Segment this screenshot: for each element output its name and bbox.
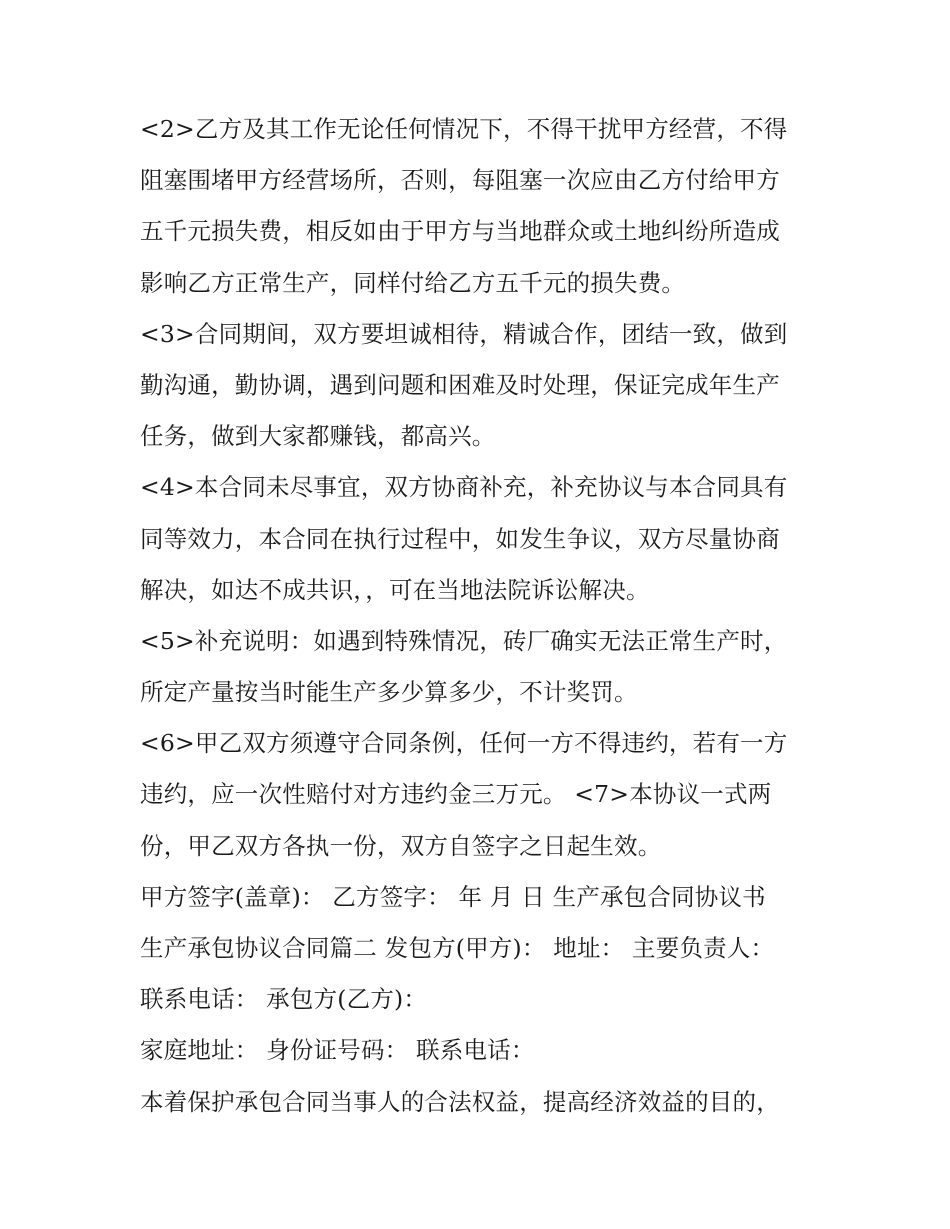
text-line: 所定产量按当时能生产多少算多少，不计奖罚。 bbox=[140, 678, 638, 707]
text-line: <6>甲乙双方须遵守合同条例，任何一方不得违约，若有一方 bbox=[140, 729, 788, 758]
text-line: 本着保护承包合同当事人的合法权益，提高经济效益的目的， bbox=[140, 1087, 780, 1116]
text-line: 同等效力，本合同在执行过程中，如发生争议，双方尽量协商 bbox=[140, 524, 780, 553]
text-line: 阻塞围堵甲方经营场所，否则，每阻塞一次应由乙方付给甲方 bbox=[140, 166, 780, 195]
text-line: 影响乙方正常生产，同样付给乙方五千元的损失费。 bbox=[140, 268, 686, 297]
text-line: 联系电话： 承包方(乙方)： bbox=[140, 985, 428, 1014]
text-line: 生产承包协议合同篇二 发包方(甲方)： 地址： 主要负责人： bbox=[140, 934, 775, 962]
text-line: 违约，应一次性赔付对方违约金三万元。 <7>本协议一式两 bbox=[140, 780, 772, 809]
text-line: 家庭地址： 身份证号码： 联系电话： bbox=[140, 1036, 535, 1065]
text-line: <3>合同期间，双方要坦诚相待，精诚合作，团结一致，做到 bbox=[140, 319, 788, 348]
text-line: 任务，做到大家都赚钱，都高兴。 bbox=[140, 422, 496, 451]
text-line: 勤沟通，勤协调，遇到问题和困难及时处理，保证完成年生产 bbox=[140, 370, 780, 399]
document-body bbox=[140, 104, 830, 1128]
text-line: <2>乙方及其工作无论任何情况下，不得干扰甲方经营，不得 bbox=[140, 115, 788, 143]
text-line: 五千元损失费，相反如由于甲方与当地群众或土地纠纷所造成 bbox=[140, 217, 780, 246]
text-line: 份，甲乙双方各执一份，双方自签字之日起生效。 bbox=[140, 831, 662, 860]
signature-line: 甲方签字(盖章)： 乙方签字： 年 月 日 生产承包合同协议书 bbox=[140, 882, 766, 911]
text-line: <5>补充说明：如遇到特殊情况，砖厂确实无法正常生产时， bbox=[140, 626, 788, 655]
text-line: <4>本合同未尽事宜，双方协商补充，补充协议与本合同具有 bbox=[140, 473, 788, 502]
text-line: 解决，如达不成共识，，可在当地法院诉讼解决。 bbox=[140, 575, 650, 604]
